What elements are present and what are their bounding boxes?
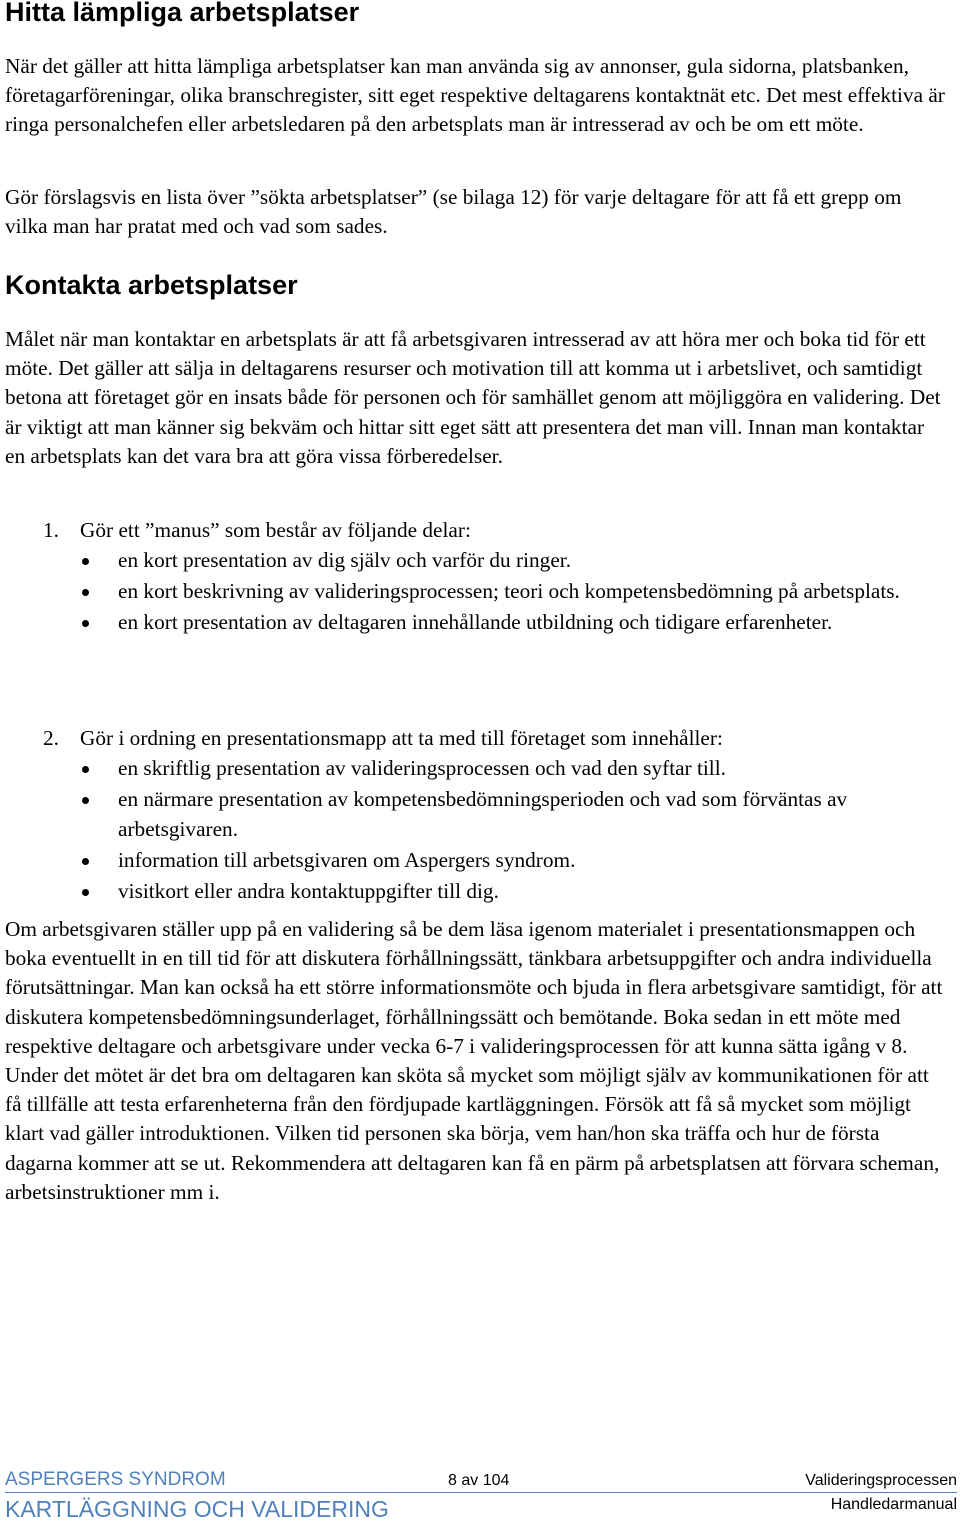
bullet-icon <box>82 797 89 804</box>
footer-title: ASPERGERS SYNDROM <box>5 1469 226 1490</box>
paragraph-validering-mote: Om arbetsgivaren ställer upp på en validering så be dem läsa igenom materialet i presentationsmappen och boka eventuellt in en till tid för att diskutera förhållningssätt, tänkbara arbetsuppgifter och andra individuella förutsättningar. Man kan också ha ett större informationsmöte och bjuda in flera arbetsgivare samtidigt, för att diskutera kompetensbedömningsunderlaget, förhållningssätt och bemötande. Boka sedan in ett möte med respektive deltagare och arbetsgivare under vecka 6-7 i valideringsprocessen för att kunna sätta igång v 8. Under det mötet är det bra om deltagaren kan sköta så mycket som möjligt själv av kommunikationen för att få tillfälle att testa erfarenheterna från den fördjupade kartläggningen. Försök att få så mycket som möjligt klart vad gäller introduktionen. Vilken tid personen ska börja, vem han/hon ska träffa och hur de första dagarna kommer att se ut. Rekommendera att deltagaren kan få en pärm på arbetsplatsen att förvara scheman, arbetsinstruktioner mm i. <box>5 917 943 1204</box>
heading-hitta-arbetsplatser: Hitta lämpliga arbetsplatser <box>5 0 360 27</box>
list-text: Gör i ordning en presentationsmapp att ta med till företaget som innehåller: <box>80 726 723 750</box>
page-footer <box>5 1466 957 1524</box>
list-number: 2. <box>43 726 59 750</box>
footer-section: Valideringsprocessen <box>805 1472 957 1489</box>
list-item: en kort presentation av dig själv och varför du ringer. <box>5 546 945 576</box>
list-item: information till arbetsgivaren om Aspergers syndrom. <box>5 846 945 876</box>
bullet-icon <box>82 620 89 627</box>
bullet-icon <box>82 558 89 565</box>
list-item: en kort presentation av deltagaren innehållande utbildning och tidigare erfarenheter. <box>5 608 945 638</box>
bullet-icon <box>82 889 89 896</box>
bullet-icon <box>82 589 89 596</box>
heading-kontakta-arbetsplatser: Kontakta arbetsplatser <box>5 270 298 300</box>
paragraph-hitta-intro: När det gäller att hitta lämpliga arbetsplatser kan man använda sig av annonser, gula sidorna, platsbanken, företagarföreningar, olika branschregister, sitt eget respektive deltagarens kontaktnät etc. Det mest effektiva är ringa personalchefen eller arbetsledaren på den arbetsplats man är intresserad av och be om ett möte. <box>5 54 945 137</box>
bullet-list-manus <box>5 546 945 639</box>
page-number: 8 av 104 <box>448 1472 510 1489</box>
bullet-icon <box>82 766 89 773</box>
bullet-list-presentationsmapp <box>5 754 945 908</box>
bullet-icon <box>82 858 89 865</box>
list-item: en närmare presentation av kompetensbedömningsperioden och vad som förväntas av arbetsgivaren. <box>5 785 945 845</box>
list-item: en skriftlig presentation av valideringsprocessen och vad den syftar till. <box>5 754 945 784</box>
list-item: en kort beskrivning av valideringsprocessen; teori och kompetensbedömning på arbetsplats. <box>5 577 945 607</box>
footer-manual: Handledarmanual <box>830 1496 957 1513</box>
list-number: 1. <box>43 518 59 542</box>
list-item: visitkort eller andra kontaktuppgifter till dig. <box>5 877 945 907</box>
list-text: Gör ett ”manus” som består av följande delar: <box>80 518 471 542</box>
footer-divider <box>5 1492 957 1493</box>
paragraph-kontakta-intro: Målet när man kontaktar en arbetsplats är att få arbetsgivaren intresserad av att höra mer och boka tid för ett möte. Det gäller att sälja in deltagarens resurser och motivation till att komma ut i arbetslivet, och samtidigt betona att företaget gör en insats både för personen och för samhället genom att möjliggöra en validering. Det är viktigt att man känner sig bekväm och hittar sitt eget sätt att presentera det man vill. Innan man kontaktar en arbetsplats kan det vara bra att göra vissa förberedelser. <box>5 327 941 468</box>
paragraph-lista-sokta: Gör förslagsvis en lista över ”sökta arbetsplatser” (se bilaga 12) för varje deltagare för att få ett grepp om vilka man har pratat med och vad som sades. <box>5 185 902 239</box>
footer-subtitle: KARTLÄGGNING OCH VALIDERING <box>5 1496 389 1522</box>
